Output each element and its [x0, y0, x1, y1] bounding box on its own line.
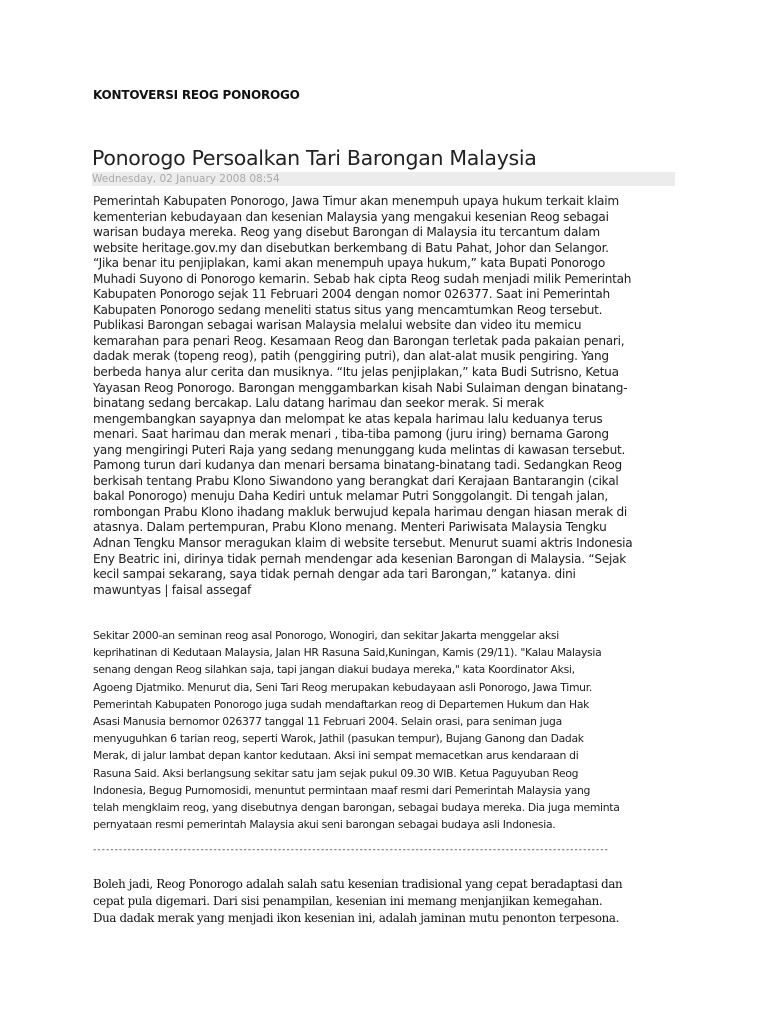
article-line: Adnan Tengku Mansor meragukan klaim di website tersebut. Menurut suami aktris Indonesia: [93, 536, 633, 551]
article-line: dadak merak (topeng reog), patih (penggiring putri), dan alat-alat musik pengiring. Yang: [93, 349, 609, 364]
second-section-line: Sekitar 2000-an seminan reog asal Ponorogo, Wonogiri, dan sekitar Jakarta menggelar aksi: [93, 629, 559, 642]
third-section-body: [93, 876, 622, 927]
second-section-line: telah mengklaim reog, yang disebutnya dengan barongan, sebagai budaya mereka. Dia juga meminta: [93, 801, 620, 815]
article-dateline: Wednesday, 02 January 2008 08:54: [92, 172, 675, 186]
third-section-line: cepat pula digemari. Dari sisi penampilan, kesenian ini memang menjanjikan kemegahan.: [93, 894, 603, 908]
article-line: yang mengiringi Puteri Raja yang sedang menunggang kuda melintas di kawasan tersebut.: [93, 442, 626, 457]
document-title: KONTOVERSI REOG PONOROGO: [93, 88, 300, 102]
second-section-line: Agoeng Djatmiko. Menurut dia, Seni Tari Reog merupakan kebudayaan asli Ponorogo, Jawa Timur.: [93, 680, 592, 694]
section-divider: ------------------------------------------------------------------------------------------------------------------------: [92, 845, 608, 855]
second-section-body: [93, 627, 620, 833]
article-line: warisan budaya mereka. Reog yang disebut Barongan di Malaysia itu tercantum dalam: [93, 225, 600, 240]
article-line: Kabupaten Ponorogo sejak 11 Februari 2004 dengan nomor 026377. Saat ini Pemerintah: [93, 287, 610, 302]
article-line: mawuntyas | faisal assegaf: [93, 582, 252, 597]
article-line: Yayasan Reog Ponorogo. Barongan menggambarkan kisah Nabi Sulaiman dengan binatang-: [93, 380, 628, 395]
article-line: Kabupaten Ponorogo sedang meneliti status situs yang mencamtumkan Reog tersebut.: [93, 302, 603, 317]
article-line: atasnya. Dalam pertempuran, Prabu Klono menang. Menteri Pariwisata Malaysia Tengku: [93, 520, 607, 535]
article-line: Pamong turun dari kudanya dan menari bersama binatang-binatang tadi. Sedangkan Reog: [93, 458, 622, 473]
second-section-line: keprihatinan di Kedutaan Malaysia, Jalan HR Rasuna Said,Kuningan, Kamis (29/11). "Kalau Malaysia: [93, 646, 602, 660]
second-section-line: menyuguhkan 6 tarian reog, seperti Warok, Jathil (pasukan tempur), Bujang Ganong dan Dadak: [93, 732, 584, 746]
article-line: Muhadi Suyono di Ponorogo kemarin. Sebab hak cipta Reog sudah menjadi milik Pemerintah: [93, 271, 632, 286]
second-section-line: senang dengan Reog silahkan saja, tapi jangan diakui budaya mereka," kata Koordinator Aksi,: [93, 663, 575, 677]
second-section-line: Asasi Manusia bernomor 026377 tanggal 11 Februari 2004. Selain orasi, para seniman juga: [93, 715, 562, 729]
article-headline: Ponorogo Persoalkan Tari Barongan Malaysia: [92, 146, 537, 170]
article-line: Publikasi Barongan sebagai warisan Malaysia melalui website dan video itu memicu: [93, 318, 582, 333]
article-line: kemarahan para penari Reog. Kesamaan Reog dan Barongan terletak pada pakaian penari,: [93, 333, 625, 348]
second-section-line: Pemerintah Kabupaten Ponorogo juga sudah mendaftarkan reog di Departemen Hukum dan Hak: [93, 697, 590, 711]
article-line: “Jika benar itu penjiplakan, kami akan menempuh upaya hukum,” kata Bupati Ponorogo: [93, 256, 605, 271]
article-line: menari. Saat harimau dan merak menari , tiba-tiba pamong (juru iring) bernama Garong: [93, 427, 609, 442]
article-line: kecil sampai sekarang, saya tidak pernah dengar ada tari Barongan,” katanya. dini: [93, 567, 576, 582]
article-line: bakal Ponorogo) menuju Daha Kediri untuk melamar Putri Songgolangit. Di tengah jalan,: [93, 489, 609, 504]
second-section-line: Merak, di jalur lambat depan kantor kedutaan. Aksi ini sempat memacetkan arus kendaraan di: [93, 749, 579, 763]
article-line: website heritage.gov.my dan disebutkan berkembang di Batu Pahat, Johor dan Selangor.: [93, 240, 609, 255]
article-line: binatang sedang bercakap. Lalu datang harimau dan seekor merak. Si merak: [93, 396, 544, 411]
second-section-line: Rasuna Said. Aksi berlangsung sekitar satu jam sejak pukul 09.30 WIB. Ketua Paguyuban Reog: [93, 766, 579, 780]
article-line: Pemerintah Kabupaten Ponorogo, Jawa Timur akan menempuh upaya hukum terkait klaim: [93, 194, 619, 208]
second-section-line: Indonesia, Begug Purnomosidi, menuntut permintaan maaf resmi dari Pemerintah Malaysia yang: [93, 783, 591, 797]
article-line: mengembangkan sayapnya dan melompat ke atas kepala harimau lalu keduanya terus: [93, 411, 603, 426]
article-body: [93, 194, 632, 598]
third-section-line: Dua dadak merak yang menjadi ikon kesenian ini, adalah jaminan mutu penonton terpesona.: [93, 911, 619, 925]
article-line: berkisah tentang Prabu Klono Siwandono yang berangkat dari Kerajaan Bantarangin (cikal: [93, 473, 619, 488]
article-line: berbeda hanya alur cerita dan musiknya. “Itu jelas penjiplakan,” kata Budi Sutrisno, Ketua: [93, 365, 619, 380]
second-section-line: pernyataan resmi pemerintah Malaysia akui seni barongan sebagai budaya asli Indonesia.: [93, 818, 556, 832]
article-line: Eny Beatric ini, dirinya tidak pernah mendengar ada kesenian Barongan di Malaysia. “Sejak: [93, 551, 627, 566]
article-line: rombongan Prabu Klono ihadang makluk berwujud kepala harimau dengan hiasan merak di: [93, 504, 628, 519]
article-line: kementerian kebudayaan dan kesenian Malaysia yang mengakui kesenian Reog sebagai: [93, 209, 609, 224]
third-section-line: Boleh jadi, Reog Ponorogo adalah salah satu kesenian tradisional yang cepat beradaptasi dan: [93, 877, 623, 891]
